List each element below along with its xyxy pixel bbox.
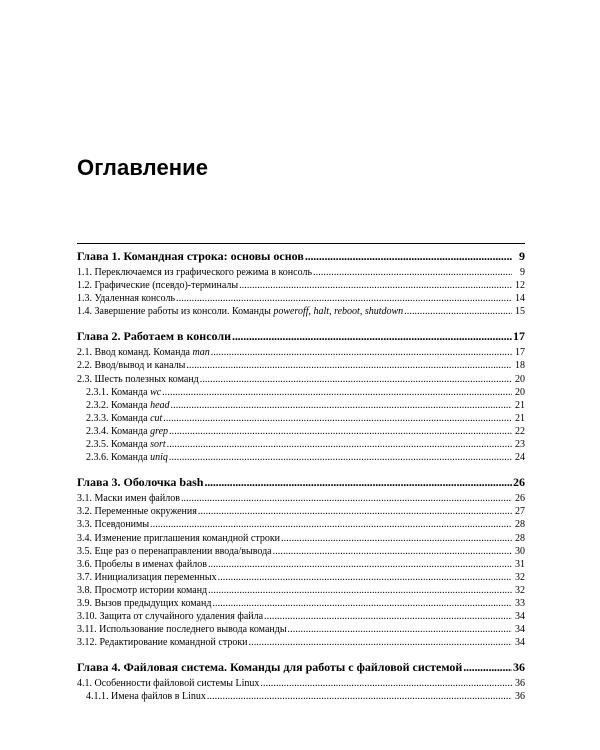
toc-entry-page-number: 15 [515,306,525,318]
dot-leader [208,558,512,571]
dot-leader [212,597,512,610]
dot-leader [208,584,512,597]
toc-entry-page-number: 32 [515,571,525,583]
toc-entry-title: 2.3. Шесть полезных команд [77,373,199,385]
toc-entry[interactable] [77,610,525,623]
dot-leader [313,266,512,279]
toc-entry[interactable] [77,623,525,636]
toc-entry[interactable] [77,359,525,372]
toc-entry[interactable] [77,677,525,690]
dot-leader [463,658,512,676]
toc-entry-title: 2.3.1. Команда wc [86,386,162,398]
toc-entry-title: 1.4. Завершение работы из консоли. Команды poweroff, halt, reboot, shutdown [77,306,404,318]
toc-entry-title: 1.1. Переключаемся из графического режима в консоль [77,267,313,278]
toc-entry-page-number: 23 [515,439,525,451]
chapter-title: Глава 4. Файловая система. Команды для работы с файловой системой [77,660,463,675]
toc-entry-title: 3.1. Маски имен файлов [77,493,180,505]
toc-entry-title: 3.4. Изменение приглашения командной строки [77,532,281,544]
toc-entry-page-number: 20 [515,386,525,398]
toc-entry[interactable] [77,292,525,305]
toc-entry-title: 3.3. Псевдонимы [77,519,150,531]
toc-entry-title: 2.3.4. Команда grep [86,425,169,437]
dot-leader [260,677,512,690]
toc-subentry[interactable] [77,386,525,399]
dot-leader [218,571,512,584]
toc-subentry[interactable] [77,451,525,464]
toc-entry[interactable] [77,279,525,292]
toc-entry-page-number: 30 [515,545,525,557]
toc-chapter-4 [77,658,525,703]
toc-entry-title: 2.3.6. Команда uniq [86,452,168,464]
toc-entry[interactable] [77,571,525,584]
toc-entry-page-number: 26 [515,493,525,505]
chapter-title: Глава 1. Командная строка: основы основ [77,249,304,263]
toc-entry-page-number: 36 [515,678,525,690]
table-of-contents [77,243,525,713]
toc-entry-page-number: 21 [515,399,525,411]
toc-entry-page-number: 34 [515,624,525,636]
toc-entry-title: 2.3.2. Команда head [86,399,170,411]
chapter-page-number: 26 [513,475,525,490]
toc-entry[interactable] [77,266,525,279]
toc-entry-page-number: 18 [515,360,525,372]
chapter-heading[interactable] [77,327,525,345]
dot-leader [169,425,512,438]
toc-entry[interactable] [77,597,525,610]
toc-entry-title: 3.7. Инициализация переменных [77,571,217,583]
dot-leader [273,545,512,558]
toc-entry-page-number: 32 [515,584,525,596]
chapter-page-number: 17 [513,329,525,344]
toc-entry-page-number: 28 [515,532,525,544]
toc-entry-title: 1.2. Графические (псевдо)-терминалы [77,280,239,292]
toc-entry-page-number: 33 [515,597,525,609]
toc-entry-page-number: 31 [515,558,525,570]
dot-leader [186,359,512,372]
dot-leader [150,518,512,531]
toc-entry-page-number: 36 [515,691,525,703]
toc-subentry[interactable] [77,690,525,703]
toc-entry-page-number: 28 [515,519,525,531]
chapter-title: Глава 2. Работаем в консоли [77,329,232,344]
toc-entry[interactable] [77,505,525,518]
dot-leader [239,279,512,292]
dot-leader [207,690,512,703]
chapter-title: Глава 3. Оболочка bash [77,475,204,490]
toc-entry-title: 3.5. Еще раз о перенаправлении ввода/вывода [77,545,272,557]
dot-leader [288,623,512,636]
dot-leader [305,247,512,265]
dot-leader [163,412,512,425]
toc-entry-page-number: 27 [515,506,525,518]
dot-leader [167,438,512,451]
toc-entry-title: 1.3. Удаленная консоль [77,293,176,305]
chapter-heading[interactable] [77,473,525,491]
dot-leader [162,386,512,399]
toc-entry-title: 3.11. Использование последнего вывода команды [77,624,287,636]
toc-entry-title: 3.10. Защита от случайного удаления файла [77,611,264,623]
toc-entry[interactable] [77,518,525,531]
dot-leader [176,292,512,305]
dot-leader [404,305,512,318]
toc-entry-page-number: 34 [515,611,525,623]
toc-subentry[interactable] [77,412,525,425]
toc-subentry[interactable] [77,438,525,451]
dot-leader [249,636,512,649]
toc-entry-page-number: 9 [520,267,525,278]
toc-subentry[interactable] [77,399,525,412]
toc-entry-title: 2.3.3. Команда cut [86,412,163,424]
chapter-heading[interactable] [77,247,525,265]
chapter-heading[interactable] [77,658,525,676]
toc-entry[interactable] [77,492,525,505]
dot-leader [232,327,512,345]
toc-entry-page-number: 21 [515,412,525,424]
toc-entry-title: 4.1. Особенности файловой системы Linux [77,678,260,690]
toc-entry[interactable] [77,558,525,571]
toc-entry-title: 3.12. Редактирование командной строки [77,637,248,649]
toc-entry[interactable] [77,532,525,545]
toc-subentry[interactable] [77,425,525,438]
dot-leader [264,610,512,623]
toc-entry-page-number: 20 [515,373,525,385]
toc-entry-title: 2.1. Ввод команд. Команда man [77,347,210,359]
toc-entry-page-number: 12 [515,280,525,292]
toc-entry-page-number: 24 [515,452,525,464]
page-title: Оглавление [77,155,209,180]
toc-entry[interactable] [77,584,525,597]
dot-leader [171,399,512,412]
dot-leader [200,373,512,386]
toc-entry-title: 3.9. Вызов предыдущих команд [77,597,212,609]
toc-chapter-2 [77,327,525,464]
dot-leader [281,532,512,545]
chapter-page-number: 9 [519,249,525,263]
dot-leader [211,346,512,359]
toc-entry-title: 4.1.1. Имена файлов в Linux [86,691,206,703]
toc-entry[interactable] [77,636,525,649]
toc-chapter-3 [77,473,525,649]
toc-entry-title: 3.6. Пробелы в именах файлов [77,558,207,570]
toc-chapter-1 [77,247,525,318]
toc-entry-page-number: 34 [515,637,525,649]
dot-leader [204,473,512,491]
toc-entry-title: 2.3.5. Команда sort [86,439,166,451]
toc-entry-title: 2.2. Ввод/вывод и каналы [77,360,186,372]
toc-entry-page-number: 17 [515,347,525,359]
toc-entry[interactable] [77,346,525,359]
dot-leader [169,451,512,464]
chapter-page-number: 36 [513,660,525,675]
toc-entry-title: 3.8. Просмотр истории команд [77,584,208,596]
toc-entry-page-number: 22 [515,425,525,437]
dot-leader [198,505,512,518]
toc-entry-title: 3.2. Переменные окружения [77,506,197,518]
toc-entry[interactable] [77,545,525,558]
toc-entry[interactable] [77,373,525,386]
toc-entry-page-number: 14 [515,293,525,305]
toc-entry[interactable] [77,305,525,318]
dot-leader [181,492,512,505]
